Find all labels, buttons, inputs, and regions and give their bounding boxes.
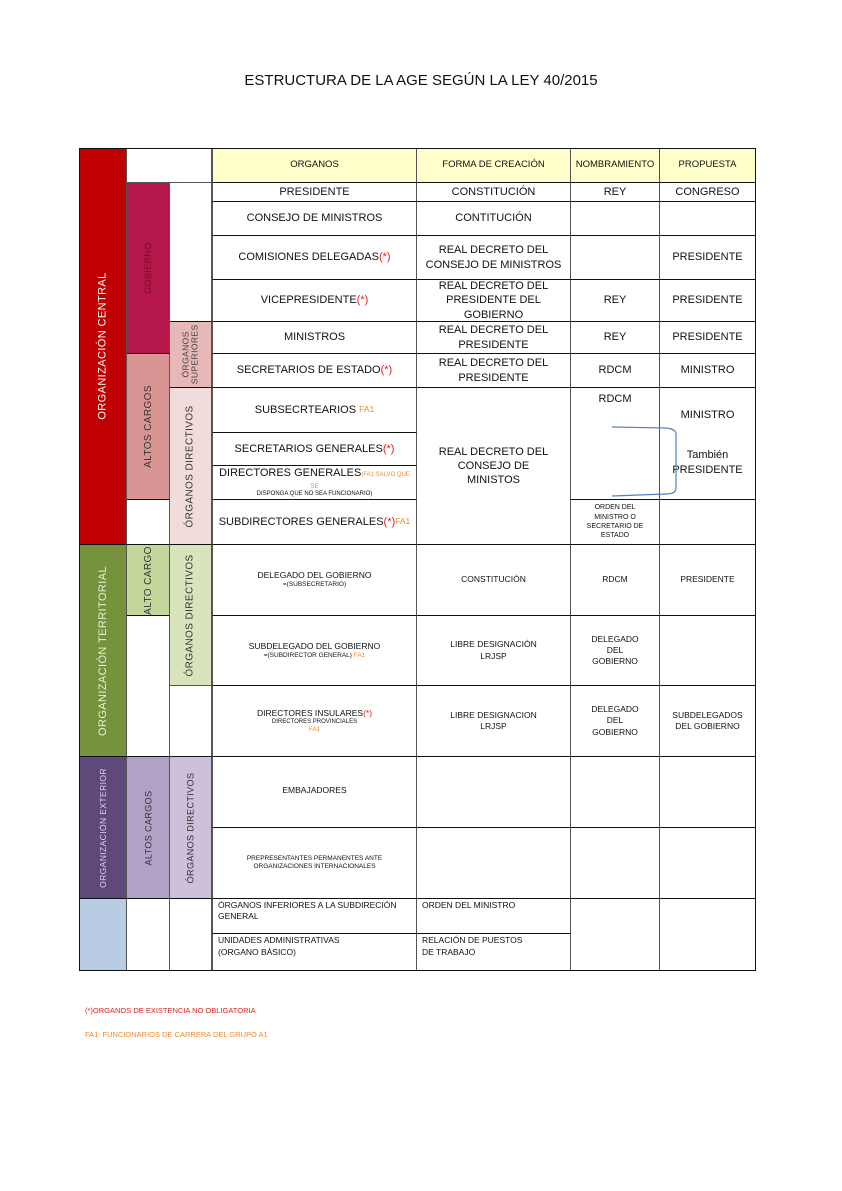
org-territorial-label: ORGANIZACIÓN TERRITORIAL (79, 545, 127, 757)
asterisk-mark: (*) (383, 515, 396, 528)
row-inferiores-organo: ÓRGANOS INFERIORES A LA SUBDIRECIÓN GENERAL (212, 899, 417, 934)
subdirectores-propuesta (660, 500, 756, 545)
fa1-mark: FA1 (395, 516, 411, 527)
row-embajadores-forma (417, 757, 571, 828)
fa1-note: (FA1 SALVO QUE SE (310, 472, 410, 491)
row-subdelegado-nombramiento: DELEGADO DEL GOBIERNO (571, 616, 660, 686)
org-central-label: ORGANIZACIÓN CENTRAL (79, 148, 127, 545)
row-directores-insulares-organo: DIRECTORES INSULARES(*) DIRECTORES PROVINCIALES FA1 (212, 686, 417, 757)
row-ministros-organo: MINISTROS (212, 322, 417, 354)
row-secretarios-estado-propuesta: MINISTRO (660, 354, 756, 388)
row-comisiones-nombramiento (571, 236, 660, 280)
row-subdirectores-generales-organo: SUBDIRECTORES GENERALES (*) FA1 (212, 500, 417, 545)
row-embajadores-nombramiento (571, 757, 660, 828)
row-delegado-propuesta: PRESIDENTE (660, 545, 756, 616)
altos-cargos-central-label: ALTOS CARGOS (127, 354, 170, 500)
gobierno-blank (170, 183, 212, 322)
inferior-nombramiento (571, 899, 660, 971)
row-directores-insulares-nombramiento: DELEGADO DEL GOBIERNO (571, 686, 660, 757)
inferior-blank-1 (127, 899, 170, 971)
row-directores-generales-organo: DIRECTORES GENERALES(FA1 SALVO QUE SE DISPONGA QUE NO SEA FUNCIONARIO) (212, 466, 417, 500)
row-secretarios-estado-forma: REAL DECRETO DEL PRESIDENTE (417, 354, 571, 388)
asterisk-mark: (*) (382, 442, 395, 455)
row-delegado-organo: DELEGADO DEL GOBIERNO =(SUBSECRETARIO) (212, 545, 417, 616)
asterisk-mark: (*) (363, 708, 373, 719)
row-subsecretarios-organo: SUBSECRTEARIOS FA1 (212, 388, 417, 433)
row-representantes-nombramiento (571, 828, 660, 899)
row-secretarios-estado-organo: SECRETARIOS DE ESTADO (*) (212, 354, 417, 388)
gobierno-label: GOBIERNO (127, 183, 170, 354)
row-presidente-organo: PRESIDENTE (212, 183, 417, 202)
row-subdelegado-forma: LIBRE DESIGNACIÓN LRJSP (417, 616, 571, 686)
row-comisiones-organo: COMISIONES DELEGADAS (*) (212, 236, 417, 280)
asterisk-mark: (*) (356, 294, 369, 307)
row-ministros-forma: REAL DECRETO DEL PRESIDENTE (417, 322, 571, 354)
asterisk-mark: (*) (378, 251, 391, 264)
row-embajadores-propuesta (660, 757, 756, 828)
row-ministros-nombramiento: REY (571, 322, 660, 354)
row-inferiores-forma: ORDEN DEL MINISTRO (417, 899, 571, 934)
territorial-blank-2 (170, 686, 212, 757)
altos-cargos-blank (127, 500, 170, 545)
row-unidades-forma: RELACIÓN DE PUESTOS DE TRABAJO (417, 934, 571, 971)
row-consejo-forma: CONTITUCIÓN (417, 202, 571, 236)
header-propuesta: PROPUESTA (660, 148, 756, 183)
territorial-blank-1 (127, 616, 170, 757)
header-forma: FORMA DE CREACIÓN (417, 148, 571, 183)
footnote-fa1: FA1: FUNCIONARIOS DE CARRERA DEL GRUPO A1 (85, 1030, 268, 1039)
row-secretarios-estado-nombramiento: RDCM (571, 354, 660, 388)
row-directores-insulares-forma: LIBRE DESIGNACION LRJSP (417, 686, 571, 757)
header-nombramiento: NOMBRAMIENTO (571, 148, 660, 183)
row-presidente-forma: CONSTITUCIÓN (417, 183, 571, 202)
row-vicepresidente-nombramiento: REY (571, 280, 660, 322)
organos-superiores-label: ÓRGANOS SUPERIORES (170, 322, 212, 388)
row-consejo-nombramiento (571, 202, 660, 236)
organos-directivos-exterior-label: ÓRGANOS DIRECTIVOS (170, 757, 212, 899)
organos-directivos-territorial-label: ÓRGANOS DIRECTIVOS (170, 545, 212, 686)
row-representantes-forma (417, 828, 571, 899)
row-presidente-propuesta: CONGRESO (660, 183, 756, 202)
row-vicepresidente-propuesta: PRESIDENTE (660, 280, 756, 322)
fa1-mark: FA1 (308, 725, 321, 733)
row-ministros-propuesta: PRESIDENTE (660, 322, 756, 354)
directivos-propuesta: MINISTRO También PRESIDENTE (660, 388, 756, 500)
row-representantes-propuesta (660, 828, 756, 899)
asterisk-mark: (*) (380, 364, 393, 377)
inferior-blank-2 (170, 899, 212, 971)
alto-cargo-territorial-label: ALTO CARGO (127, 545, 170, 616)
row-presidente-nombramiento: REY (571, 183, 660, 202)
row-directores-insulares-propuesta: SUBDELEGADOS DEL GOBIERNO (660, 686, 756, 757)
row-comisiones-forma: REAL DECRETO DEL CONSEJO DE MINISTROS (417, 236, 571, 280)
altos-cargos-exterior-label: ALTOS CARGOS (127, 757, 170, 899)
row-secretarios-generales-organo: SECRETARIOS GENERALES (*) (212, 433, 417, 466)
row-comisiones-propuesta: PRESIDENTE (660, 236, 756, 280)
fa1-mark: FA1 (359, 404, 375, 415)
header-organos: ORGANOS (212, 148, 417, 183)
fa1-mark: FA1 (353, 651, 366, 659)
row-delegado-forma: CONSTITUCIÓN (417, 545, 571, 616)
row-subdelegado-organo: SUBDELEGADO DEL GOBIERNO =(SUBDIRECTOR GENERAL) FA1 (212, 616, 417, 686)
row-vicepresidente-forma: REAL DECRETO DEL PRESIDENTE DEL GOBIERNO (417, 280, 571, 322)
directivos-nombramiento: RDCM (571, 388, 660, 500)
inferior-propuesta (660, 899, 756, 971)
bracket-connector (610, 426, 682, 498)
row-subdelegado-propuesta (660, 616, 756, 686)
row-delegado-nombramiento: RDCM (571, 545, 660, 616)
footnote-asterisk: (*)ORGANOS DE EXISTENCIA NO OBLIGATORIA (85, 1006, 256, 1015)
page-title: ESTRUCTURA DE LA AGE SEGÚN LA LEY 40/2015 (244, 72, 598, 89)
org-exterior-label: ORGANIZACIÓN EXTERIOR (79, 757, 127, 899)
subdirectores-nombramiento: ORDEN DEL MINISTRO O SECRETARIO DE ESTADO (571, 500, 660, 545)
row-representantes-organo: PREPRESENTANTES PERMANENTES ANTE ORGANIZACIONES INTERNACIONALES (212, 828, 417, 899)
row-unidades-organo: UNIDADES ADMINISTRATIVAS (ORGANO BÁSICO) (212, 934, 417, 971)
row-vicepresidente-organo: VICEPRESIDENTE (*) (212, 280, 417, 322)
row-consejo-propuesta (660, 202, 756, 236)
row-embajadores-organo: EMBAJADORES (212, 757, 417, 828)
row-consejo-organo: CONSEJO DE MINISTROS (212, 202, 417, 236)
directivos-forma: REAL DECRETO DEL CONSEJO DE MINISTOS (417, 388, 571, 545)
header-blank (127, 148, 212, 183)
inferior-color-block (79, 899, 127, 971)
organos-directivos-central-label: ÓRGANOS DIRECTIVOS (170, 388, 212, 545)
